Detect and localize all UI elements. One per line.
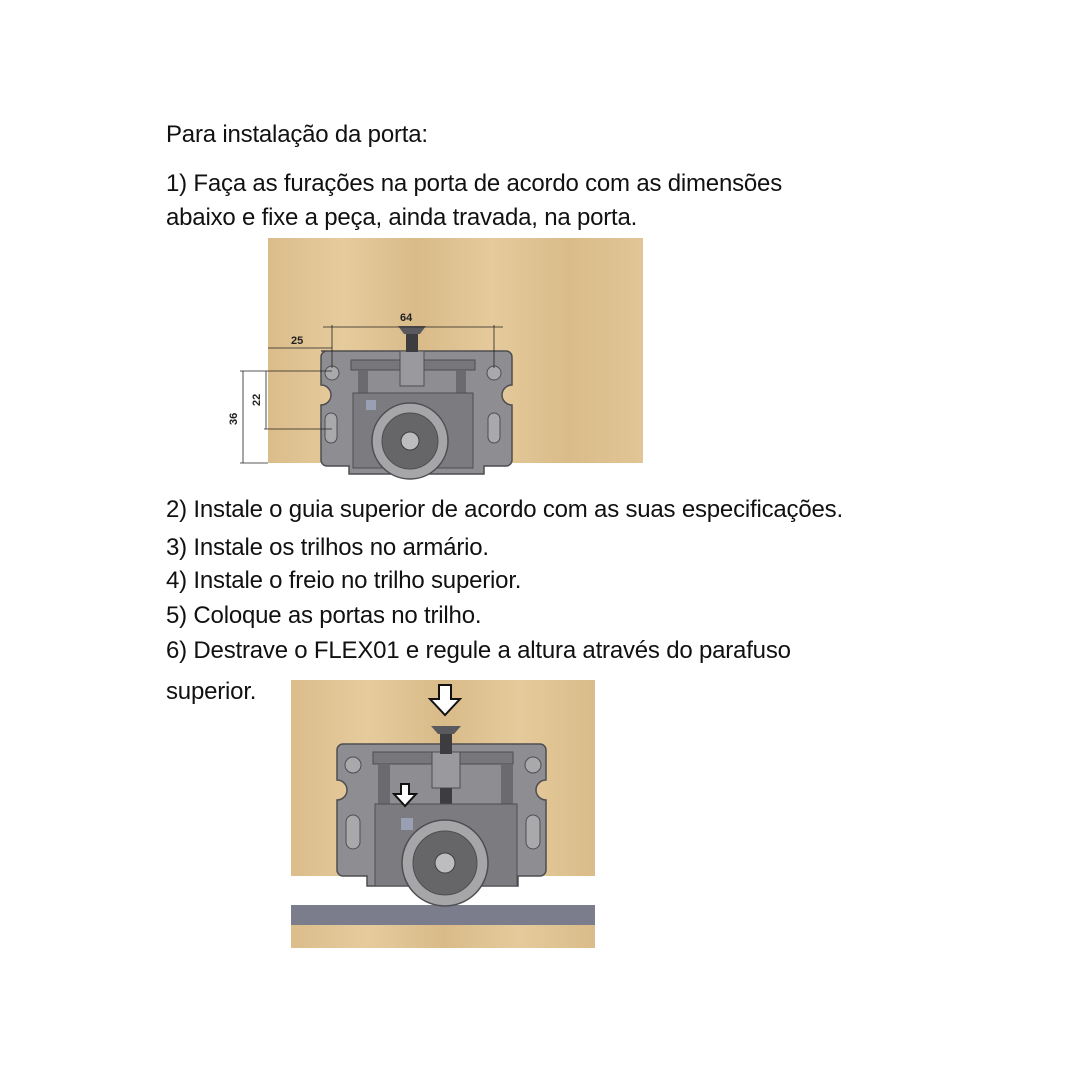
step-1-line-2: abaixo e fixe a peça, ainda travada, na porta.	[166, 204, 638, 231]
step-2: 2) Instale o guia superior de acordo com as suas especificações.	[166, 496, 843, 523]
dim-36: 36	[228, 412, 240, 425]
roller-fitting	[337, 726, 546, 906]
intro-heading: Para instalação da porta:	[166, 121, 428, 148]
rail	[291, 905, 595, 925]
step-6-line-1: 6) Destrave o FLEX01 e regule a altura através do parafuso	[166, 637, 791, 664]
dim-22: 22	[251, 393, 263, 406]
dim-64: 64	[400, 312, 413, 324]
figure-adjustment-diagram	[291, 680, 595, 948]
step-5: 5) Coloque as portas no trilho.	[166, 602, 482, 629]
step-6-line-2: superior.	[166, 678, 257, 705]
step-4: 4) Instale o freio no trilho superior.	[166, 567, 522, 594]
step-1-line-1: 1) Faça as furações na porta de acordo com as dimensões	[166, 170, 783, 197]
dim-25: 25	[291, 335, 304, 347]
step-3: 3) Instale os trilhos no armário.	[166, 534, 489, 561]
figure-dimensions-diagram	[218, 238, 643, 493]
